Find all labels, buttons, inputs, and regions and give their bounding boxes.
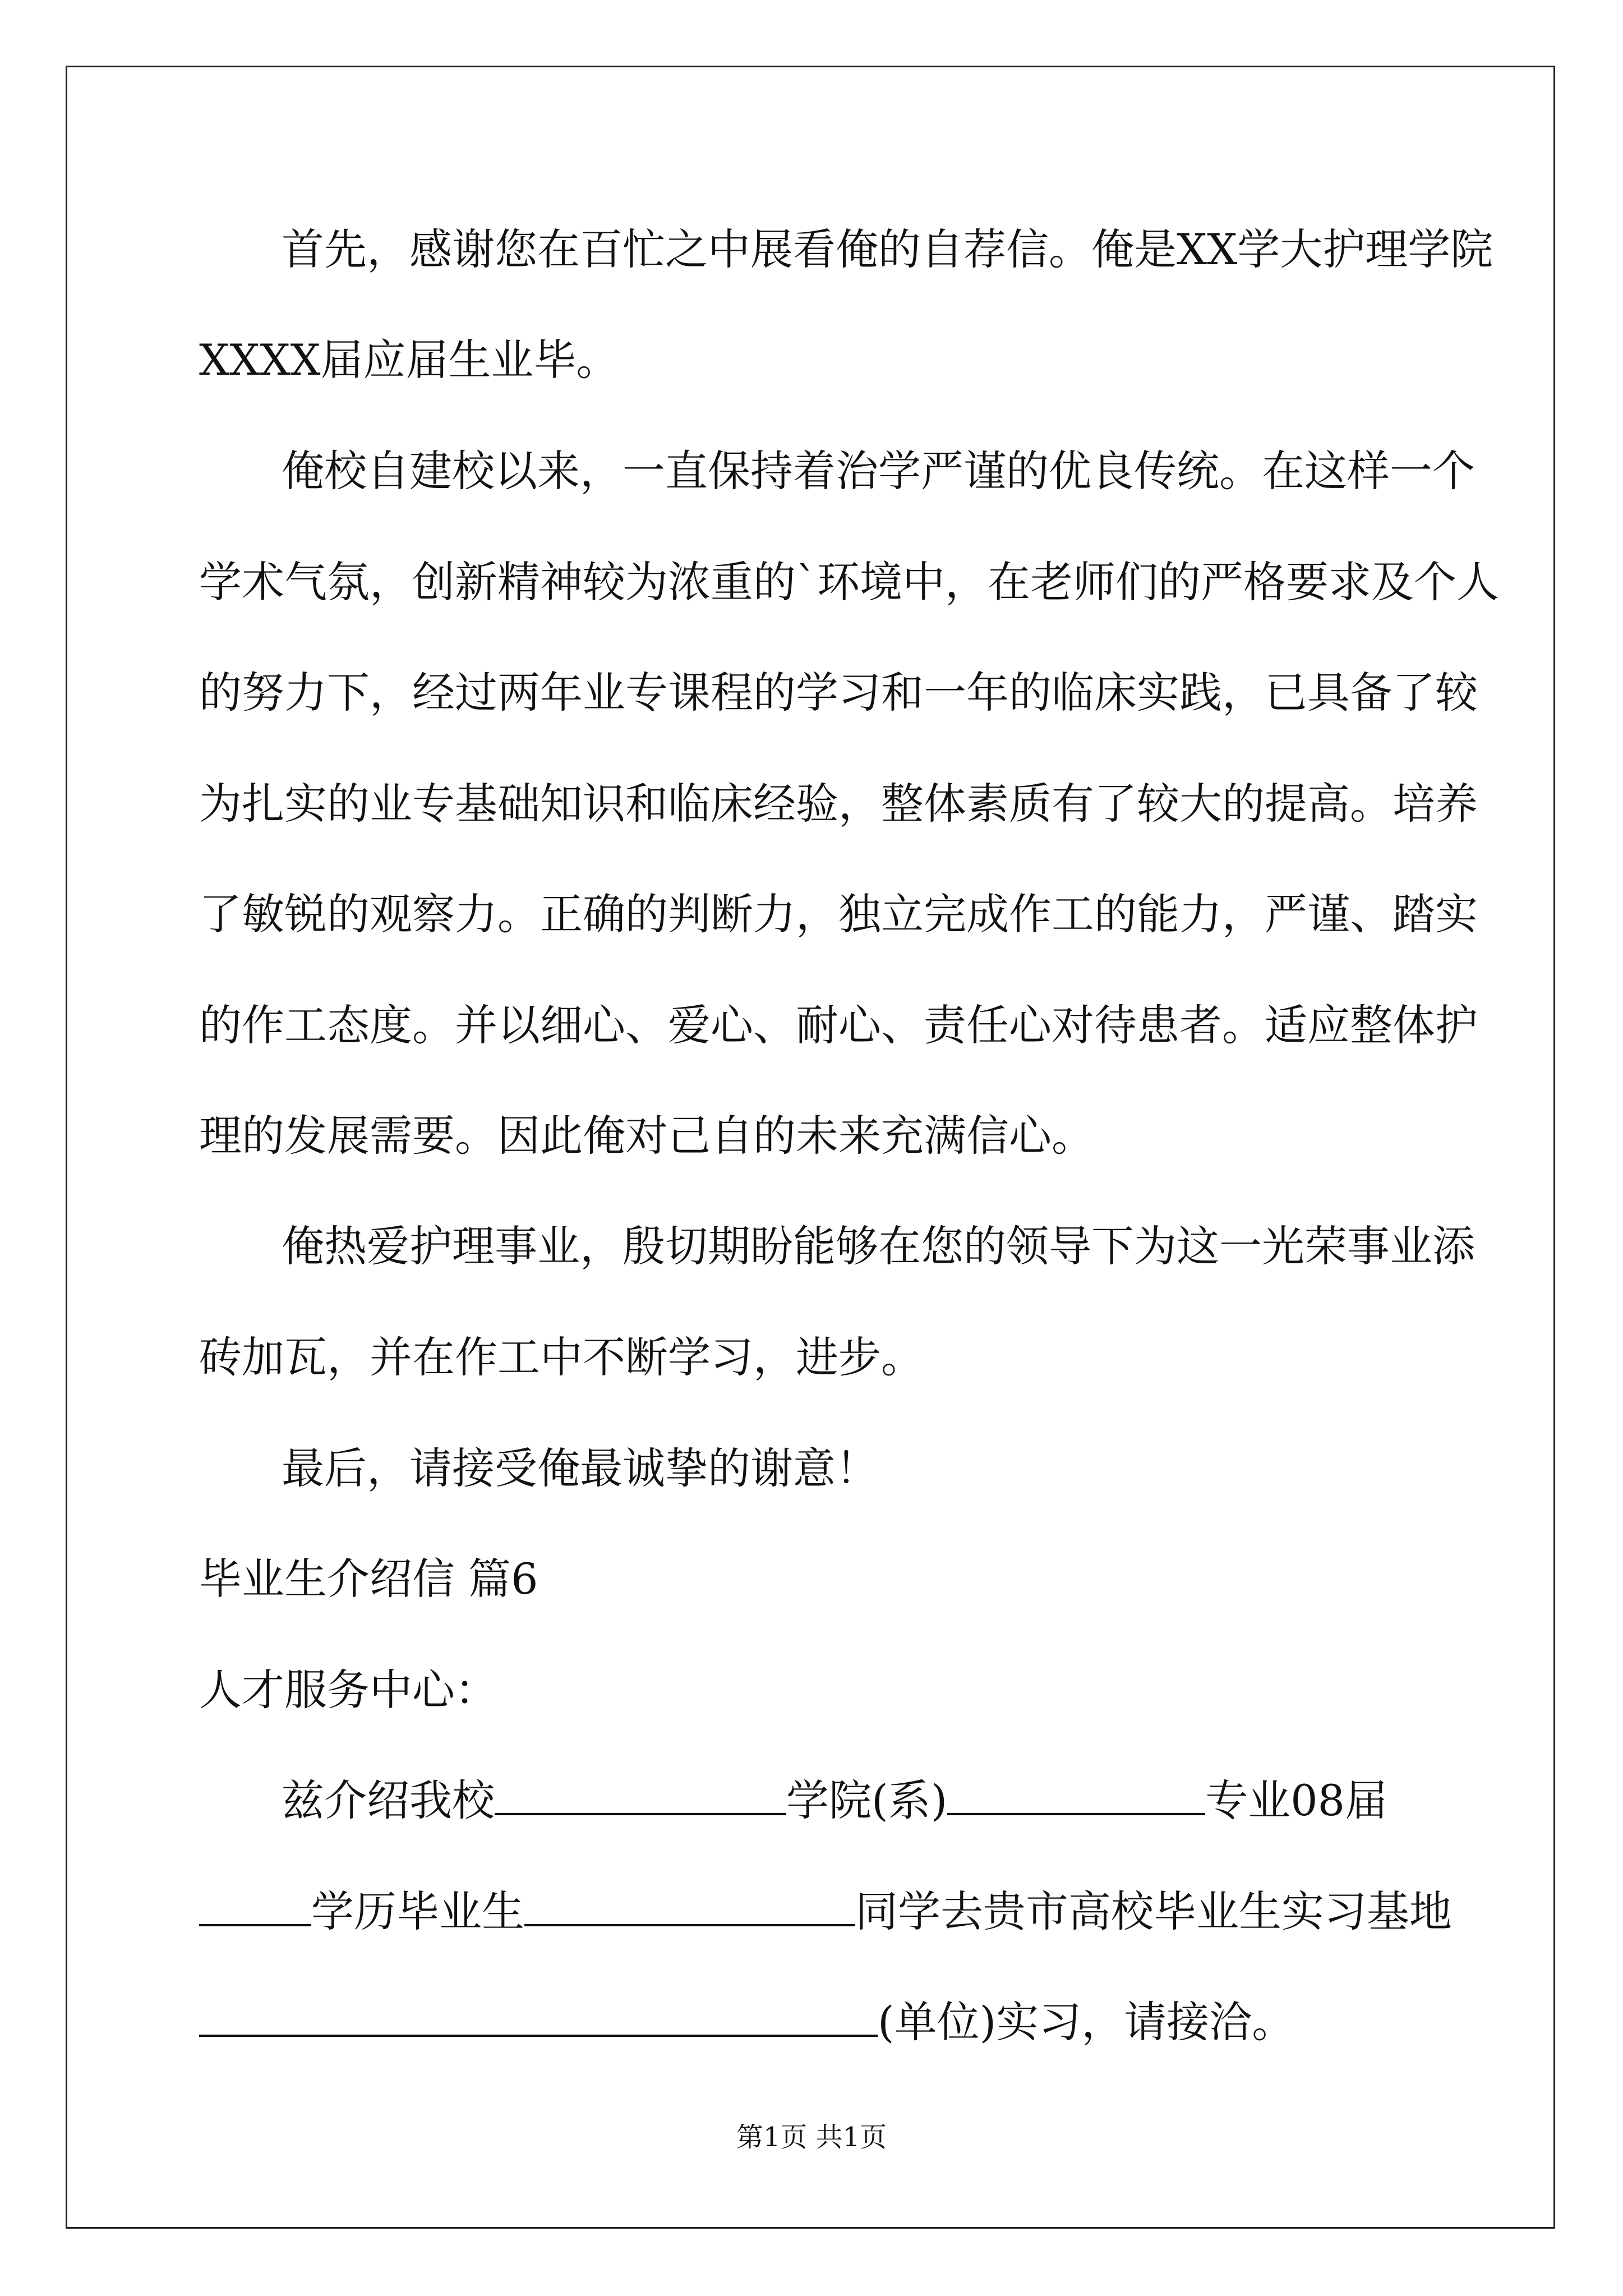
paragraph-3-line-2: 砖加瓦，并在作工中不断学习，进步。 (199, 1332, 924, 1382)
page-footer: 第1页 共1页 (736, 2122, 887, 2153)
paragraph-2-line-7: 理的发展需要。因此俺对己自的未来充满信心。 (199, 1111, 1094, 1161)
salutation: 人才服务中心： (199, 1665, 497, 1715)
blank-unit (199, 1995, 878, 2037)
blank-student-name (524, 1885, 855, 1926)
paragraph-3-line-1: 俺热爱护理事业，殷切期盼能够在您的领导下为这一光荣事业添 (282, 1221, 1475, 1271)
paragraph-5-text-c: 专业08届 (1205, 1775, 1388, 1825)
paragraph-2-line-5: 了敏锐的观察力。正确的判断力，独立完成作工的能力，严谨、踏实 (199, 889, 1478, 939)
paragraph-2-line-4: 为扎实的业专基础知识和临床经验，整体素质有了较大的提高。培养 (199, 779, 1478, 829)
section-heading: 毕业生介绍信 篇6 (199, 1554, 538, 1604)
paragraph-5-text-f: (单位)实习，请接洽。 (878, 1997, 1295, 2047)
paragraph-5-line-2 (199, 1884, 1452, 1940)
paragraph-5-text-e: 同学去贵市高校毕业生实习基地 (855, 1887, 1452, 1936)
blank-college (495, 1774, 786, 1815)
paragraph-5-text-d: 学历毕业生 (311, 1887, 524, 1936)
paragraph-1-line-2: XXXX届应届生业毕。 (199, 335, 619, 385)
blank-degree (199, 1885, 311, 1926)
paragraph-5-text-b: 学院(系) (786, 1775, 948, 1825)
paragraph-4-line-1: 最后，请接受俺最诚挚的谢意！ (282, 1443, 878, 1493)
blank-major (947, 1774, 1205, 1815)
paragraph-2-line-2: 学术气氛，创新精神较为浓重的`环境中，在老师们的严格要求及个人 (199, 557, 1499, 607)
paragraph-5-line-1 (282, 1773, 1427, 1829)
paragraph-2-line-1: 俺校自建校以来，一直保持着治学严谨的优良传统。在这样一个 (282, 446, 1475, 496)
paragraph-1-line-1: 首先，感谢您在百忙之中展看俺的自荐信。俺是XX学大护理学院 (282, 224, 1493, 274)
paragraph-5-line-3 (199, 1994, 1427, 2050)
paragraph-2-line-6: 的作工态度。并以细心、爱心、耐心、责任心对待患者。适应整体护 (199, 1000, 1478, 1050)
paragraph-5-text-a: 兹介绍我校 (282, 1775, 495, 1825)
paragraph-2-line-3: 的努力下，经过两年业专课程的学习和一年的临床实践，已具备了较 (199, 668, 1478, 717)
